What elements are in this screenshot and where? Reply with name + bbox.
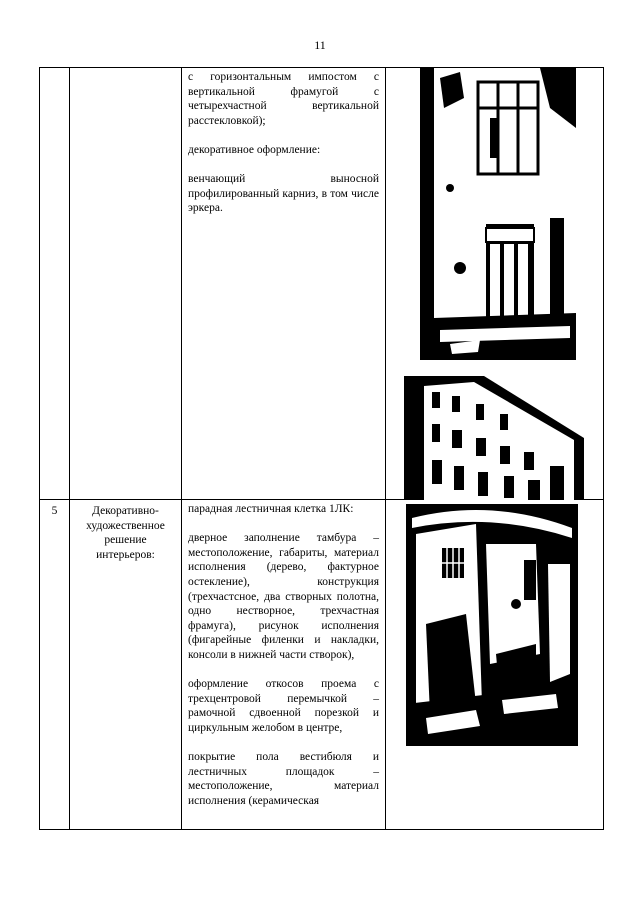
section-title <box>70 68 182 500</box>
entrance-vestibule-photo <box>406 504 578 746</box>
facade-oblique-photo <box>404 376 584 500</box>
facade-window-photo <box>420 68 576 360</box>
table-row <box>40 500 604 830</box>
document-table <box>39 67 604 830</box>
paragraph: с горизонтальным импостом с вертикальной фрамугой с четырехчастной вертикальной расстекловкой); <box>188 71 379 127</box>
description-cell <box>182 500 386 830</box>
row-number <box>40 68 70 500</box>
paragraph: покрытие пола вестибюля и лестничных площадок – местоположение, материал исполнения (керамическая <box>188 751 379 807</box>
paragraph: оформление откосов проема с трехцентровой перемычкой – рамочной сдвоенной порезкой и циркульным желобом в центре, <box>188 678 379 734</box>
paragraph: дверное заполнение тамбура – местоположение, габариты, материал исполнения (дерево, фактурное остекление), конструкция (трехчастсное, два створных полотна, одно нестворное, трехчастная фрамуга), рисунок исполнения (фигарейные филенки и накладки, консоли в нижней части створок), <box>188 532 379 661</box>
paragraph: венчающий выносной профилированный карниз, в том числе эркера. <box>188 173 379 215</box>
paragraph: декоративное оформление: <box>188 143 321 156</box>
row-number: 5 <box>40 500 70 830</box>
section-title: Декоративно-художественное решение интерьеров: <box>70 500 182 830</box>
page-number: 11 <box>314 38 326 52</box>
table-row <box>40 68 604 500</box>
paragraph: парадная лестничная клетка 1ЛК: <box>188 503 354 515</box>
description-cell <box>182 68 386 500</box>
photo-cell <box>386 500 604 830</box>
photo-cell <box>386 68 604 500</box>
